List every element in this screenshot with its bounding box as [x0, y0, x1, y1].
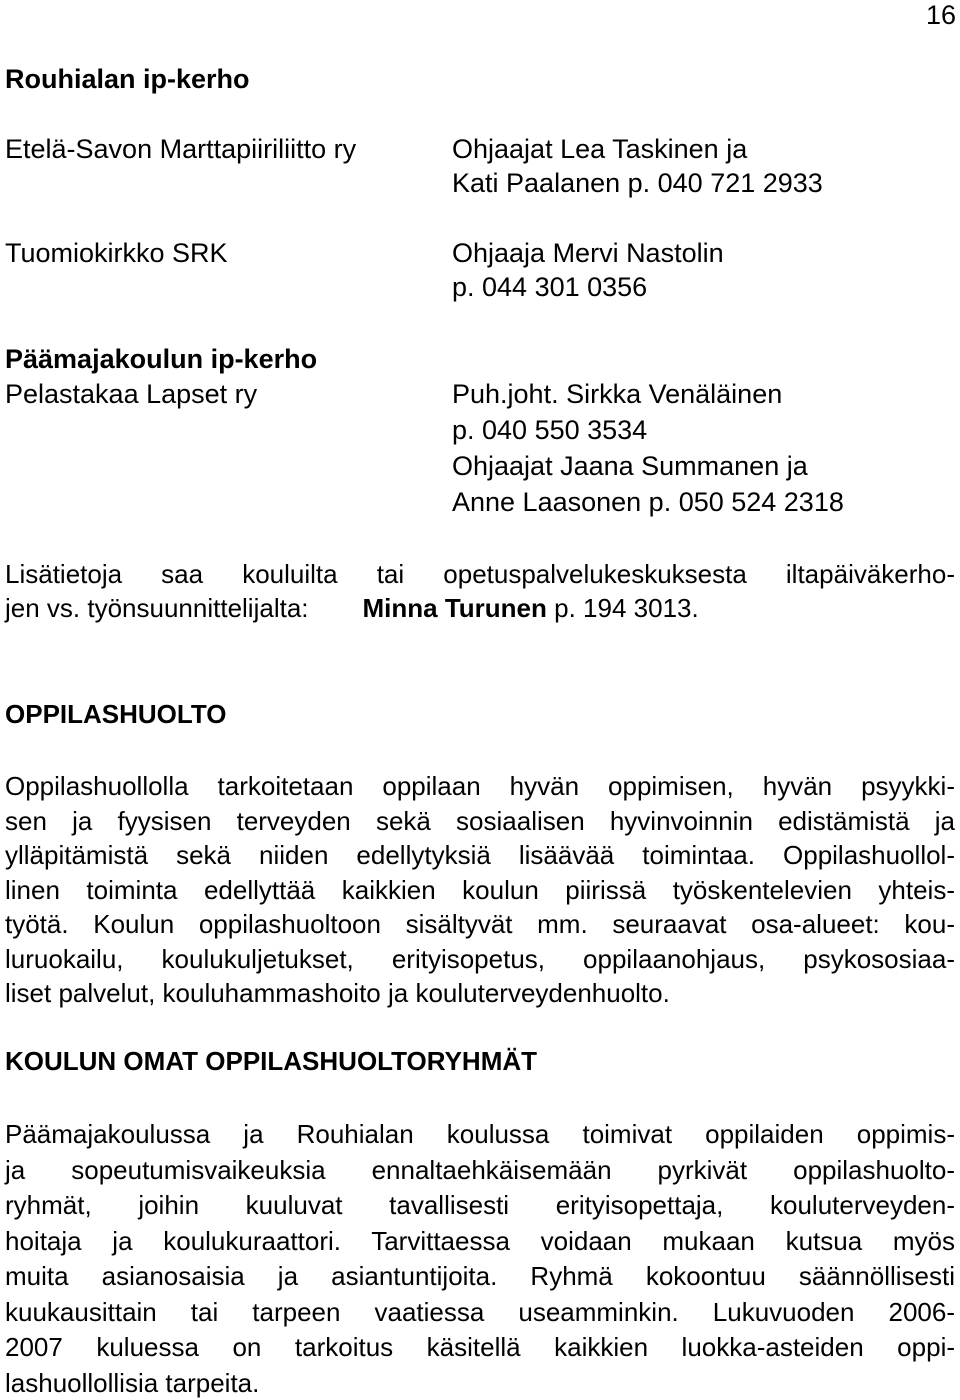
org3-contact-line4: Anne Laasonen p. 050 524 2318: [452, 487, 844, 517]
info-line-2: [5, 591, 699, 625]
paragraph-line: sen ja fyysisen terveyden sekä sosiaalisen hyvinvoinnin edistämistä ja: [5, 805, 955, 836]
paragraph-line: Oppilashuollolla tarkoitetaan oppilaan hyvän oppimisen, hyvän psyykki-: [5, 771, 955, 801]
section-heading-oppilashuoltoryhmat: KOULUN OMAT OPPILASHUOLTORYHMÄT: [5, 1046, 538, 1076]
org1-contact-line1: Ohjaajat Lea Taskinen ja: [452, 134, 748, 164]
org2-contact-line2: p. 044 301 0356: [452, 272, 648, 302]
org-marttapiiriliitto: Etelä-Savon Marttapiiriliitto ry: [5, 134, 357, 164]
org3-contact-line2: p. 040 550 3534: [452, 415, 648, 445]
paragraph-line: ja sopeutumisvaikeuksia ennaltaehkäisemään pyrkivät oppilashuolto-: [5, 1154, 955, 1185]
paragraph-line: muita asianosaisia ja asiantuntijoita. Ryhmä kokoontuu säännöllisesti: [5, 1261, 955, 1291]
paragraph-line: 2007 kuluessa on tarkoitus käsitellä kaikkien luokka-asteiden oppi-: [5, 1332, 955, 1362]
section-heading-oppilashuolto: OPPILASHUOLTO: [5, 699, 227, 729]
page-number: 16: [925, 0, 956, 30]
coordinator-phone: p. 194 3013.: [554, 593, 699, 623]
paragraph-line: liset palvelut, kouluhammashoito ja kouluterveydenhuolto.: [5, 978, 670, 1008]
paragraph-line: linen toiminta edellyttää kaikkien koulun piirissä työskentelevien yhteis-: [5, 874, 955, 905]
info-line-2-prefix: jen vs. työnsuunnittelijalta:: [5, 593, 309, 623]
org3-contact-line1: Puh.joht. Sirkka Venäläinen: [452, 379, 783, 409]
org1-contact-line2: Kati Paalanen p. 040 721 2933: [452, 168, 823, 198]
coordinator-name: Minna Turunen: [362, 593, 547, 623]
paragraph-line: ryhmät, joihin kuuluvat tavallisesti erityisopettaja, kouluterveyden-: [5, 1190, 955, 1220]
org3-contact-line3: Ohjaajat Jaana Summanen ja: [452, 451, 808, 481]
org-pelastakaa-lapset: Pelastakaa Lapset ry: [5, 379, 258, 409]
paragraph-line: työtä. Koulun oppilashuoltoon sisältyvät mm. seuraavat osa-alueet: kou-: [5, 909, 955, 939]
paragraph-line: kuukausittain tai tarpeen vaatiessa useamminkin. Lukuvuoden 2006-: [5, 1296, 955, 1327]
paamajakoulu-club-title: Päämajakoulun ip-kerho: [5, 344, 318, 374]
org2-contact-line1: Ohjaaja Mervi Nastolin: [452, 238, 724, 268]
rouhiala-club-title: Rouhialan ip-kerho: [5, 64, 250, 94]
paragraph-line: Päämajakoulussa ja Rouhialan koulussa toimivat oppilaiden oppimis-: [5, 1119, 955, 1149]
paragraph-line: ylläpitämistä sekä niiden edellytyksiä lisäävää toimintaa. Oppilashuollol-: [5, 840, 955, 870]
org-tuomiokirkko: Tuomiokirkko SRK: [5, 238, 228, 268]
paragraph-line: hoitaja ja koulukuraattori. Tarvittaessa voidaan mukaan kutsua myös: [5, 1225, 955, 1256]
paragraph-line: luruokailu, koulukuljetukset, erityisopetus, oppilaanohjaus, psykososiaa-: [5, 943, 955, 974]
paragraph-line: lashuollollisia tarpeita.: [5, 1367, 260, 1398]
info-line-1: Lisätietoja saa kouluilta tai opetuspalvelukeskuksesta iltapäiväkerho-: [5, 559, 955, 589]
